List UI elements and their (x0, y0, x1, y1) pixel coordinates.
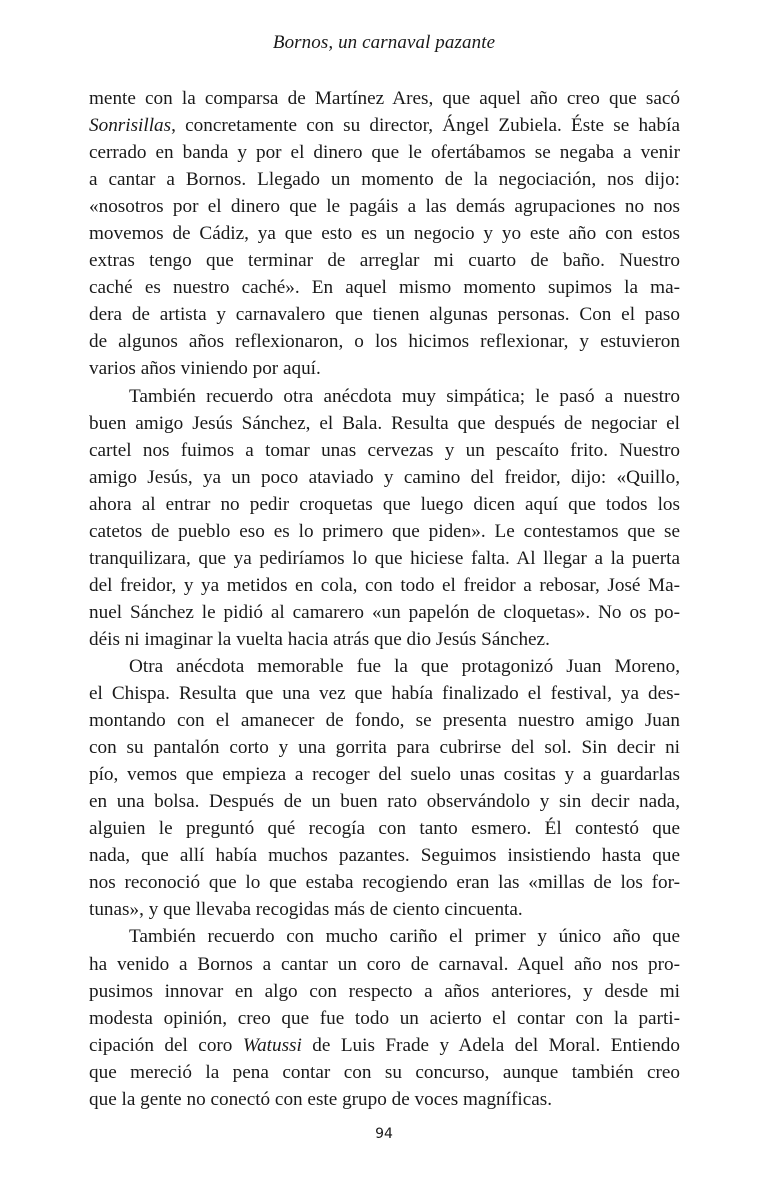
text-line (89, 1059, 680, 1086)
text-line (89, 1086, 680, 1113)
text-run: ha venido a Bornos a cantar un coro de carnaval. Aquel año nos pro- (89, 953, 680, 975)
text-line (89, 653, 680, 680)
text-run: déis ni imaginar la vuelta hacia atrás que dio Jesús Sánchez. (89, 628, 550, 650)
text-run: de algunos años reflexionaron, o los hicimos reflexionar, y estuvieron (89, 331, 680, 353)
text-line (89, 193, 680, 220)
text-line (89, 842, 680, 869)
text-run: También recuerdo otra anécdota muy simpática; le pasó a nuestro (129, 385, 680, 407)
text-line (89, 869, 680, 896)
text-line (89, 572, 680, 599)
text-run: en una bolsa. Después de un buen rato observándolo y sin decir nada, (89, 791, 680, 813)
page-number: 94 (375, 1126, 393, 1142)
text-run: que la gente no conectó con este grupo de voces magníficas. (89, 1088, 552, 1110)
text-run: extras tengo que terminar de arreglar mi cuarto de baño. Nuestro (89, 250, 680, 272)
text-line (89, 815, 680, 842)
text-line (89, 1005, 680, 1032)
text-run: montando con el amanecer de fondo, se presenta nuestro amigo Juan (89, 710, 680, 732)
text-line (89, 680, 680, 707)
italic-title: Sonrisillas (89, 115, 172, 137)
text-run: pío, vemos que empieza a recoger del suelo unas cositas y a guardarlas (89, 764, 680, 786)
text-run: varios años viniendo por aquí. (89, 358, 321, 380)
text-line (89, 247, 680, 274)
text-run: que mereció la pena contar con su concurso, aunque también creo (89, 1061, 680, 1083)
text-line (89, 951, 680, 978)
text-run: También recuerdo con mucho cariño el primer y único año que (129, 926, 680, 948)
text-line (89, 410, 680, 437)
text-line (89, 761, 680, 788)
text-line (89, 788, 680, 815)
text-line (89, 166, 680, 193)
text-run: del freidor, y ya metidos en cola, con todo el freidor a rebosar, José Ma- (89, 574, 680, 596)
text-line (89, 545, 680, 572)
text-run: pusimos innovar en algo con respecto a años anteriores, y desde mi (89, 980, 680, 1002)
text-line (89, 518, 680, 545)
text-run: de Luis Frade y Adela del Moral. Entiendo (301, 1034, 680, 1056)
text-line (89, 139, 680, 166)
body-text (89, 85, 680, 1113)
text-line (89, 383, 680, 410)
text-run: amigo Jesús, ya un poco ataviado y camino del freidor, dijo: «Quillo, (89, 466, 680, 488)
text-run: nos reconoció que lo que estaba recogiendo eran las «millas de los for- (89, 872, 680, 894)
running-header-title: Bornos, un carnaval pazante (272, 32, 496, 53)
text-run: Otra anécdota memorable fue la que protagonizó Juan Moreno, (129, 655, 680, 677)
text-run: «nosotros por el dinero que le pagáis a las demás agrupaciones no nos (89, 196, 680, 218)
text-run: cipación del coro (89, 1034, 243, 1056)
paragraph (89, 923, 680, 1112)
text-run: nada, que allí había muchos pazantes. Seguimos insistiendo hasta que (89, 845, 680, 867)
text-run: movemos de Cádiz, ya que esto es un negocio y yo este año con estos (89, 223, 680, 245)
text-line (89, 599, 680, 626)
text-run: cartel nos fuimos a tomar unas cervezas y un pescaíto frito. Nuestro (89, 439, 680, 461)
text-line (89, 274, 680, 301)
text-run: dera de artista y carnavalero que tienen algunas personas. Con el paso (89, 304, 680, 326)
text-line (89, 923, 680, 950)
text-line (89, 896, 680, 923)
text-run: catetos de pueblo eso es lo primero que piden». Le contestamos que se (89, 520, 680, 542)
text-run: cerrado en banda y por el dinero que le ofertábamos se negaba a venir (89, 142, 680, 164)
text-run: ahora al entrar no pedir croquetas que luego dicen aquí que todos los (89, 493, 680, 515)
text-run: buen amigo Jesús Sánchez, el Bala. Resulta que después de negociar el (89, 412, 680, 434)
text-run: tunas», y que llevaba recogidas más de ciento cincuenta. (89, 899, 523, 921)
text-run: alguien le preguntó qué recogía con tanto esmero. Él contestó que (89, 818, 680, 840)
text-line (89, 734, 680, 761)
text-line (89, 978, 680, 1005)
text-run: a cantar a Bornos. Llegado un momento de la negociación, nos dijo: (89, 169, 680, 191)
italic-title: Watussi (242, 1034, 302, 1056)
text-line (89, 85, 680, 112)
text-line (89, 491, 680, 518)
text-line (89, 437, 680, 464)
paragraph (89, 383, 680, 653)
text-run: nuel Sánchez le pidió al camarero «un papelón de cloquetas». No os po- (89, 601, 680, 623)
text-run: tranquilizara, que ya pediríamos lo que hiciese falta. Al llegar a la puerta (89, 547, 680, 569)
text-run: caché es nuestro caché». En aquel mismo momento supimos la ma- (89, 277, 680, 299)
text-run: el Chispa. Resulta que una vez que había finalizado el festival, ya des- (89, 683, 680, 705)
text-line (89, 1032, 680, 1059)
text-line (89, 707, 680, 734)
text-line (89, 464, 680, 491)
text-run: , concretamente con su director, Ángel Zubiela. Éste se había (171, 115, 680, 137)
text-line (89, 328, 680, 355)
text-line (89, 112, 680, 139)
text-run: modesta opinión, creo que fue todo un acierto el contar con la parti- (89, 1007, 680, 1029)
text-line (89, 301, 680, 328)
text-run: mente con la comparsa de Martínez Ares, que aquel año creo que sacó (89, 88, 680, 109)
paragraph (89, 85, 680, 383)
text-line (89, 220, 680, 247)
text-line (89, 626, 680, 653)
paragraph (89, 653, 680, 923)
text-run: con su pantalón corto y una gorrita para cubrirse del sol. Sin decir ni (89, 737, 680, 759)
text-line (89, 355, 680, 382)
